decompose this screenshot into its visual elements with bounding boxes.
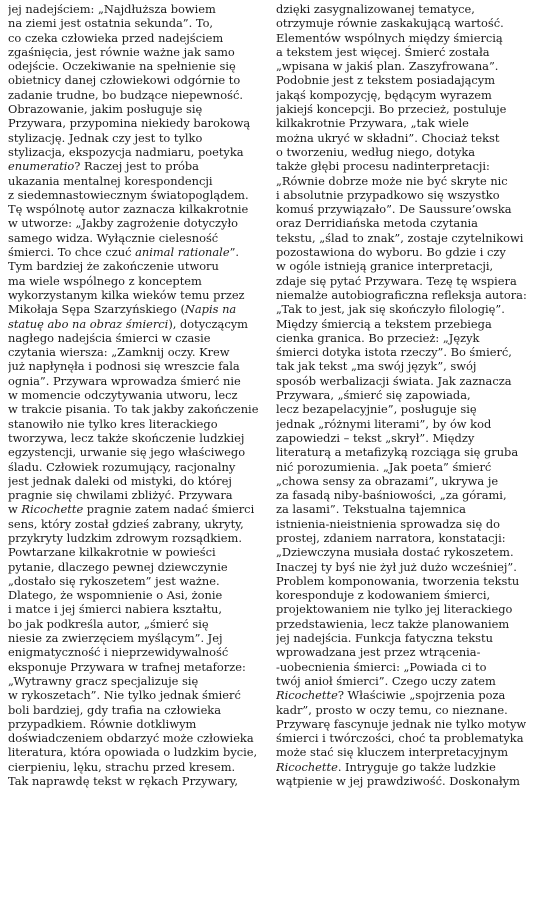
text-line	[8, 674, 264, 688]
text-line	[276, 145, 532, 159]
text-run: stanowiło nie tylko kres literackiego	[8, 416, 218, 431]
text-run: za lasami”. Tekstualna tajemnica	[276, 502, 466, 517]
text-line	[276, 374, 532, 388]
text-line	[276, 688, 532, 702]
text-line	[8, 602, 264, 616]
text-line	[276, 274, 532, 288]
text-line	[276, 674, 532, 688]
text-run: -uobecnienia śmierci: „Powiada ci to	[276, 659, 487, 674]
text-line	[276, 431, 532, 445]
italic-text: Napis na	[184, 302, 237, 317]
text-line	[8, 374, 264, 388]
text-run: przykryty ludzkim zdrowym rozsądkiem.	[8, 530, 242, 545]
text-run: cierpieniu, lęku, strachu przed kresem.	[8, 759, 236, 774]
text-run: odejście. Oczekiwanie na spełnienie się	[8, 59, 236, 74]
text-line	[276, 359, 532, 373]
italic-text: statuę abo na obraz śmierci	[8, 316, 169, 331]
text-line	[276, 660, 532, 674]
text-line	[8, 131, 264, 145]
text-run: jakiejś koncepcji. Bo przecież, postuluje	[276, 102, 507, 117]
text-line	[276, 16, 532, 30]
text-line	[276, 617, 532, 631]
text-line	[276, 45, 532, 59]
text-run: można ukryć w składni”. Chociaż tekst	[276, 130, 500, 145]
text-run: Podobnie jest z tekstem posiadającym	[276, 73, 496, 88]
text-run: nagłego nadejścia śmierci w czasie	[8, 330, 211, 345]
text-line	[276, 631, 532, 645]
text-line	[8, 231, 264, 245]
text-line	[276, 574, 532, 588]
text-run: jest jednak daleki od mistyki, do której	[8, 473, 232, 488]
text-run: lecz bezapelacyjnie”, posługuje się	[276, 402, 477, 417]
text-run: „dostało się rykoszetem” jest ważne.	[8, 573, 220, 588]
text-line	[8, 274, 264, 288]
text-line	[8, 574, 264, 588]
text-line	[276, 88, 532, 102]
text-line	[8, 417, 264, 431]
text-run: pozostawiona do wyboru. Bo gdzie i czy	[276, 245, 506, 260]
text-line	[276, 745, 532, 759]
text-column-left	[8, 2, 264, 900]
text-run: za fasadą niby-baśniowości, „za górami,	[276, 488, 507, 503]
text-run: Tę wspólnotę autor zaznacza kilkakrotnie	[8, 202, 249, 217]
text-line	[276, 216, 532, 230]
text-run: i absolutnie przypadkowo się wszystko	[276, 187, 500, 202]
text-run: w utworze: „Jakby zagrożenie dotyczyło	[8, 216, 239, 231]
text-run: Tym bardziej że zakończenie utworu	[8, 259, 219, 274]
text-line	[8, 445, 264, 459]
text-line	[8, 202, 264, 216]
text-run: jej nadejściem: „Najdłuższa bowiem	[8, 2, 216, 16]
italic-text: enumeratio	[8, 159, 75, 174]
text-run: już napłynęła i podnosi się wreszcie fala	[8, 359, 240, 374]
text-line	[276, 259, 532, 273]
text-run: sens, który został gdzieś zabrany, ukryty,	[8, 516, 244, 531]
text-line	[8, 73, 264, 87]
italic-text: Ricochette	[276, 688, 338, 703]
text-line	[276, 517, 532, 531]
text-run: Powtarzane kilkakrotnie w powieści	[8, 545, 216, 560]
text-line	[8, 502, 264, 516]
text-line	[8, 317, 264, 331]
text-run: komuś przywiązało”. De Saussure’owska	[276, 202, 512, 217]
text-line	[276, 31, 532, 45]
text-line	[8, 402, 264, 416]
text-run: „Równie dobrze może nie być skryte nic	[276, 173, 508, 188]
text-run: cienka granica. Bo przecież: „Język	[276, 330, 480, 345]
text-line	[8, 631, 264, 645]
text-line	[276, 502, 532, 516]
text-run: Przywara, przypomina niekiedy barokową	[8, 116, 251, 131]
text-run: kadr”, prosto w oczy temu, co nieznane.	[276, 702, 508, 717]
text-line	[8, 331, 264, 345]
text-line	[8, 116, 264, 130]
text-line	[276, 703, 532, 717]
text-line	[8, 159, 264, 173]
text-line	[276, 317, 532, 331]
text-line	[8, 731, 264, 745]
text-run: „wpisana w jakiś plan. Zaszyfrowana”.	[276, 59, 499, 74]
text-run: a tekstem jest więcej. Śmierć została	[276, 44, 490, 59]
text-line	[276, 560, 532, 574]
text-line	[8, 59, 264, 73]
text-run: ? Raczej jest to próba	[74, 159, 199, 174]
text-line	[8, 216, 264, 230]
text-run: literaturą a metafizyką rozciąga się gruba	[276, 445, 519, 460]
text-run: śmierci i twórczości, choć ta problematyka	[276, 731, 524, 746]
text-run: może stać się kluczem interpretacyjnym	[276, 745, 509, 760]
text-run: kilkakrotnie Przywara, „tak wiele	[276, 116, 469, 131]
text-line	[8, 45, 264, 59]
text-run: Mikołaja Sępa Szarzyńskiego (	[8, 302, 185, 317]
text-run: stylizację. Jednak czy jest to tylko	[8, 130, 203, 145]
text-line	[8, 302, 264, 316]
text-run: zgaśnięcia, jest równie ważne jak samo	[8, 44, 235, 59]
text-run: obietnicy danej człowiekowi odgórnie to	[8, 73, 241, 88]
text-run: twój anioł śmierci”. Czego uczy zatem	[276, 673, 496, 688]
text-line	[276, 245, 532, 259]
text-run: w momencie odczytywania utworu, lecz	[8, 388, 238, 403]
text-line	[276, 388, 532, 402]
text-run: ukazania mentalnej korespondencji	[8, 173, 213, 188]
text-line	[276, 59, 532, 73]
text-run: wątpienie w jej prawdziwość. Doskonałym	[276, 774, 520, 789]
text-line	[8, 545, 264, 559]
text-run: tekstu, „ślad to znak”, zostaje czytelnikowi	[276, 230, 524, 245]
text-line	[8, 617, 264, 631]
text-line	[8, 717, 264, 731]
text-run: śmierci dotyka istota rzeczy”. Bo śmierć,	[276, 345, 512, 360]
text-run: wprowadzana jest przez wtrącenia-	[276, 645, 481, 660]
text-run: jednak „różnymi literami”, by ów kod	[276, 416, 492, 431]
text-run: pragnie zatem nadać śmierci	[83, 502, 255, 517]
text-line	[8, 288, 264, 302]
text-line	[8, 474, 264, 488]
text-line	[8, 460, 264, 474]
text-line	[276, 417, 532, 431]
text-line	[276, 445, 532, 459]
text-run: stylizacja, ekspozycja nadmiaru, poetyka	[8, 144, 244, 159]
text-run: ? Właściwie „spojrzenia poza	[337, 688, 506, 703]
text-run: enigmatyczność i nieprzewidywalność	[8, 645, 229, 660]
text-line	[276, 474, 532, 488]
text-line	[8, 188, 264, 202]
text-line	[276, 717, 532, 731]
text-line	[276, 531, 532, 545]
text-run: zdaje się pytać Przywara. Tezę tę wspiera	[276, 273, 517, 288]
text-line	[8, 102, 264, 116]
text-line	[276, 588, 532, 602]
text-run: ”.	[229, 245, 240, 260]
text-line	[8, 488, 264, 502]
text-run: doświadczeniem obdarzyć może człowieka	[8, 731, 254, 746]
text-line	[8, 645, 264, 659]
text-line	[276, 760, 532, 774]
text-line	[8, 245, 264, 259]
text-run: przypadkiem. Równie dotkliwym	[8, 716, 197, 731]
text-line	[276, 131, 532, 145]
text-line	[276, 288, 532, 302]
text-line	[8, 259, 264, 273]
text-run: samego widza. Wyłącznie cielesność	[8, 230, 219, 245]
text-run: egzystencji, urwanie się jego właściwego	[8, 445, 246, 460]
text-line	[8, 359, 264, 373]
text-line	[276, 731, 532, 745]
text-line	[276, 345, 532, 359]
text-line	[8, 345, 264, 359]
text-run: Problem komponowania, tworzenia tekstu	[276, 573, 520, 588]
text-run: . Intryguje go także ludzkie	[337, 759, 496, 774]
text-line	[8, 16, 264, 30]
text-run: „chowa sensy za obrazami”, ukrywa je	[276, 473, 499, 488]
text-line	[276, 159, 532, 173]
text-run: „Tak to jest, jak się skończyło filologię”.	[276, 302, 505, 317]
text-run: boli bardziej, gdy trafia na człowieka	[8, 702, 222, 717]
text-run: eksponuje Przywara w trafnej metaforze:	[8, 659, 246, 674]
text-line	[276, 774, 532, 788]
text-line	[276, 460, 532, 474]
text-run: tworzywa, lecz także skończenie ludzkiej	[8, 430, 245, 445]
text-run: przedstawienia, lecz także planowaniem	[276, 616, 510, 631]
text-run: niemalże autobiograficzna refleksja autora:	[276, 287, 527, 302]
text-run: pragnie się chwilami zbliżyć. Przywara	[8, 488, 233, 503]
text-line	[8, 517, 264, 531]
text-line	[276, 73, 532, 87]
text-run: śmierci. To chce czuć	[8, 245, 136, 260]
text-line	[276, 302, 532, 316]
text-line	[276, 202, 532, 216]
text-run: na ziemi jest ostatnia sekunda”. To,	[8, 16, 214, 31]
text-run: Dlatego, że wspomnienie o Asi, żonie	[8, 588, 223, 603]
text-line	[276, 602, 532, 616]
text-line	[276, 231, 532, 245]
text-run: niesie za zwierzęciem myślącym”. Jej	[8, 631, 223, 646]
text-run: co czeka człowieka przed nadejściem	[8, 30, 224, 45]
text-line	[276, 174, 532, 188]
text-run: ma wiele wspólnego z konceptem	[8, 273, 202, 288]
text-run: nić porozumienia. „Jak poeta” śmierć	[276, 459, 492, 474]
text-run: zapowiedzi – tekst „skrył”. Między	[276, 430, 475, 445]
text-line	[8, 388, 264, 402]
text-line	[8, 174, 264, 188]
text-run: pytanie, dlaczego pewnej dziewczynie	[8, 559, 228, 574]
text-run: sposób werbalizacji świata. Jak zaznacza	[276, 373, 512, 388]
text-line	[276, 545, 532, 559]
text-line	[276, 331, 532, 345]
italic-text: Ricochette	[276, 759, 338, 774]
text-run: wykorzystanym kilka wieków temu przez	[8, 287, 245, 302]
text-run: projektowaniem nie tylko jej literackiego	[276, 602, 513, 617]
text-run: w trakcie pisania. To tak jakby zakończenie	[8, 402, 259, 417]
text-line	[276, 402, 532, 416]
text-run: otrzymuje równie zaskakującą wartość.	[276, 16, 504, 31]
text-line	[8, 774, 264, 788]
text-run: czytania wiersza: „Zamknij oczy. Krew	[8, 345, 230, 360]
text-run: literatura, która opowiada o ludzkim bycie,	[8, 745, 258, 760]
text-run: w rykoszetach”. Nie tylko jednak śmierć	[8, 688, 241, 703]
italic-text: animal rationale	[135, 245, 230, 260]
text-line	[8, 660, 264, 674]
text-run: Elementów wspólnych między śmiercią	[276, 30, 503, 45]
text-run: koresponduje z kodowaniem śmierci,	[276, 588, 491, 603]
text-column-right	[276, 2, 532, 900]
text-line	[8, 31, 264, 45]
text-run: ognia”. Przywara wprowadza śmierć nie	[8, 373, 241, 388]
text-run: w	[8, 502, 22, 517]
text-run: i matce i jej śmierci nabiera kształtu,	[8, 602, 222, 617]
text-run: Inaczej ty byś nie żył już dużo wcześniej”.	[276, 559, 517, 574]
text-line	[276, 116, 532, 130]
text-run: ), dotyczącym	[168, 316, 248, 331]
text-run: dzięki zasygnalizowanej tematyce,	[276, 2, 475, 16]
text-run: Tak naprawdę tekst w rękach Przywary,	[8, 774, 239, 789]
text-line	[276, 2, 532, 16]
text-line	[8, 431, 264, 445]
text-line	[8, 745, 264, 759]
text-line	[8, 2, 264, 16]
text-run: bo jak podkreśla autor, „śmierć się	[8, 616, 209, 631]
text-run: z siedemnastowiecznym światopoglądem.	[8, 187, 249, 202]
text-line	[276, 645, 532, 659]
text-run: Obrazowanie, jakim posługuje się	[8, 102, 203, 117]
text-run: oraz Derridiańska metoda czytania	[276, 216, 478, 231]
text-run: „Wytrawny gracz specjalizuje się	[8, 673, 199, 688]
text-line	[8, 531, 264, 545]
text-run: zadanie trudne, bo budzące niepewność.	[8, 87, 243, 102]
text-run: tak jak tekst „ma swój język”, swój	[276, 359, 477, 374]
text-run: „Dziewczyna musiała dostać rykoszetem.	[276, 545, 514, 560]
text-line	[8, 703, 264, 717]
text-run: w ogóle istnieją granice interpretacji,	[276, 259, 494, 274]
text-line	[276, 102, 532, 116]
text-line	[8, 588, 264, 602]
text-run: śladu. Człowiek rozumujący, racjonalny	[8, 459, 236, 474]
text-line	[276, 188, 532, 202]
text-run: Przywara, „śmierć się zapowiada,	[276, 388, 471, 403]
text-line	[8, 145, 264, 159]
text-run: także głębi procesu nadinterpretacji:	[276, 159, 490, 174]
text-run: jej nadejścia. Funkcja fatyczna tekstu	[276, 631, 493, 646]
text-run: Przywarę fascynuje jednak nie tylko motyw	[276, 716, 527, 731]
text-line	[8, 760, 264, 774]
text-line	[276, 488, 532, 502]
text-run: o tworzeniu, według niego, dotyka	[276, 144, 476, 159]
text-run: istnienia-nieistnienia sprowadza się do	[276, 516, 500, 531]
text-line	[8, 688, 264, 702]
text-line	[8, 560, 264, 574]
text-run: jakąś kompozycję, będącym wyrazem	[276, 87, 492, 102]
text-line	[8, 88, 264, 102]
text-run: Między śmiercią a tekstem przebiega	[276, 316, 492, 331]
text-run: prostej, zdaniem narratora, konstatacji:	[276, 530, 506, 545]
italic-text: Ricochette	[21, 502, 84, 517]
